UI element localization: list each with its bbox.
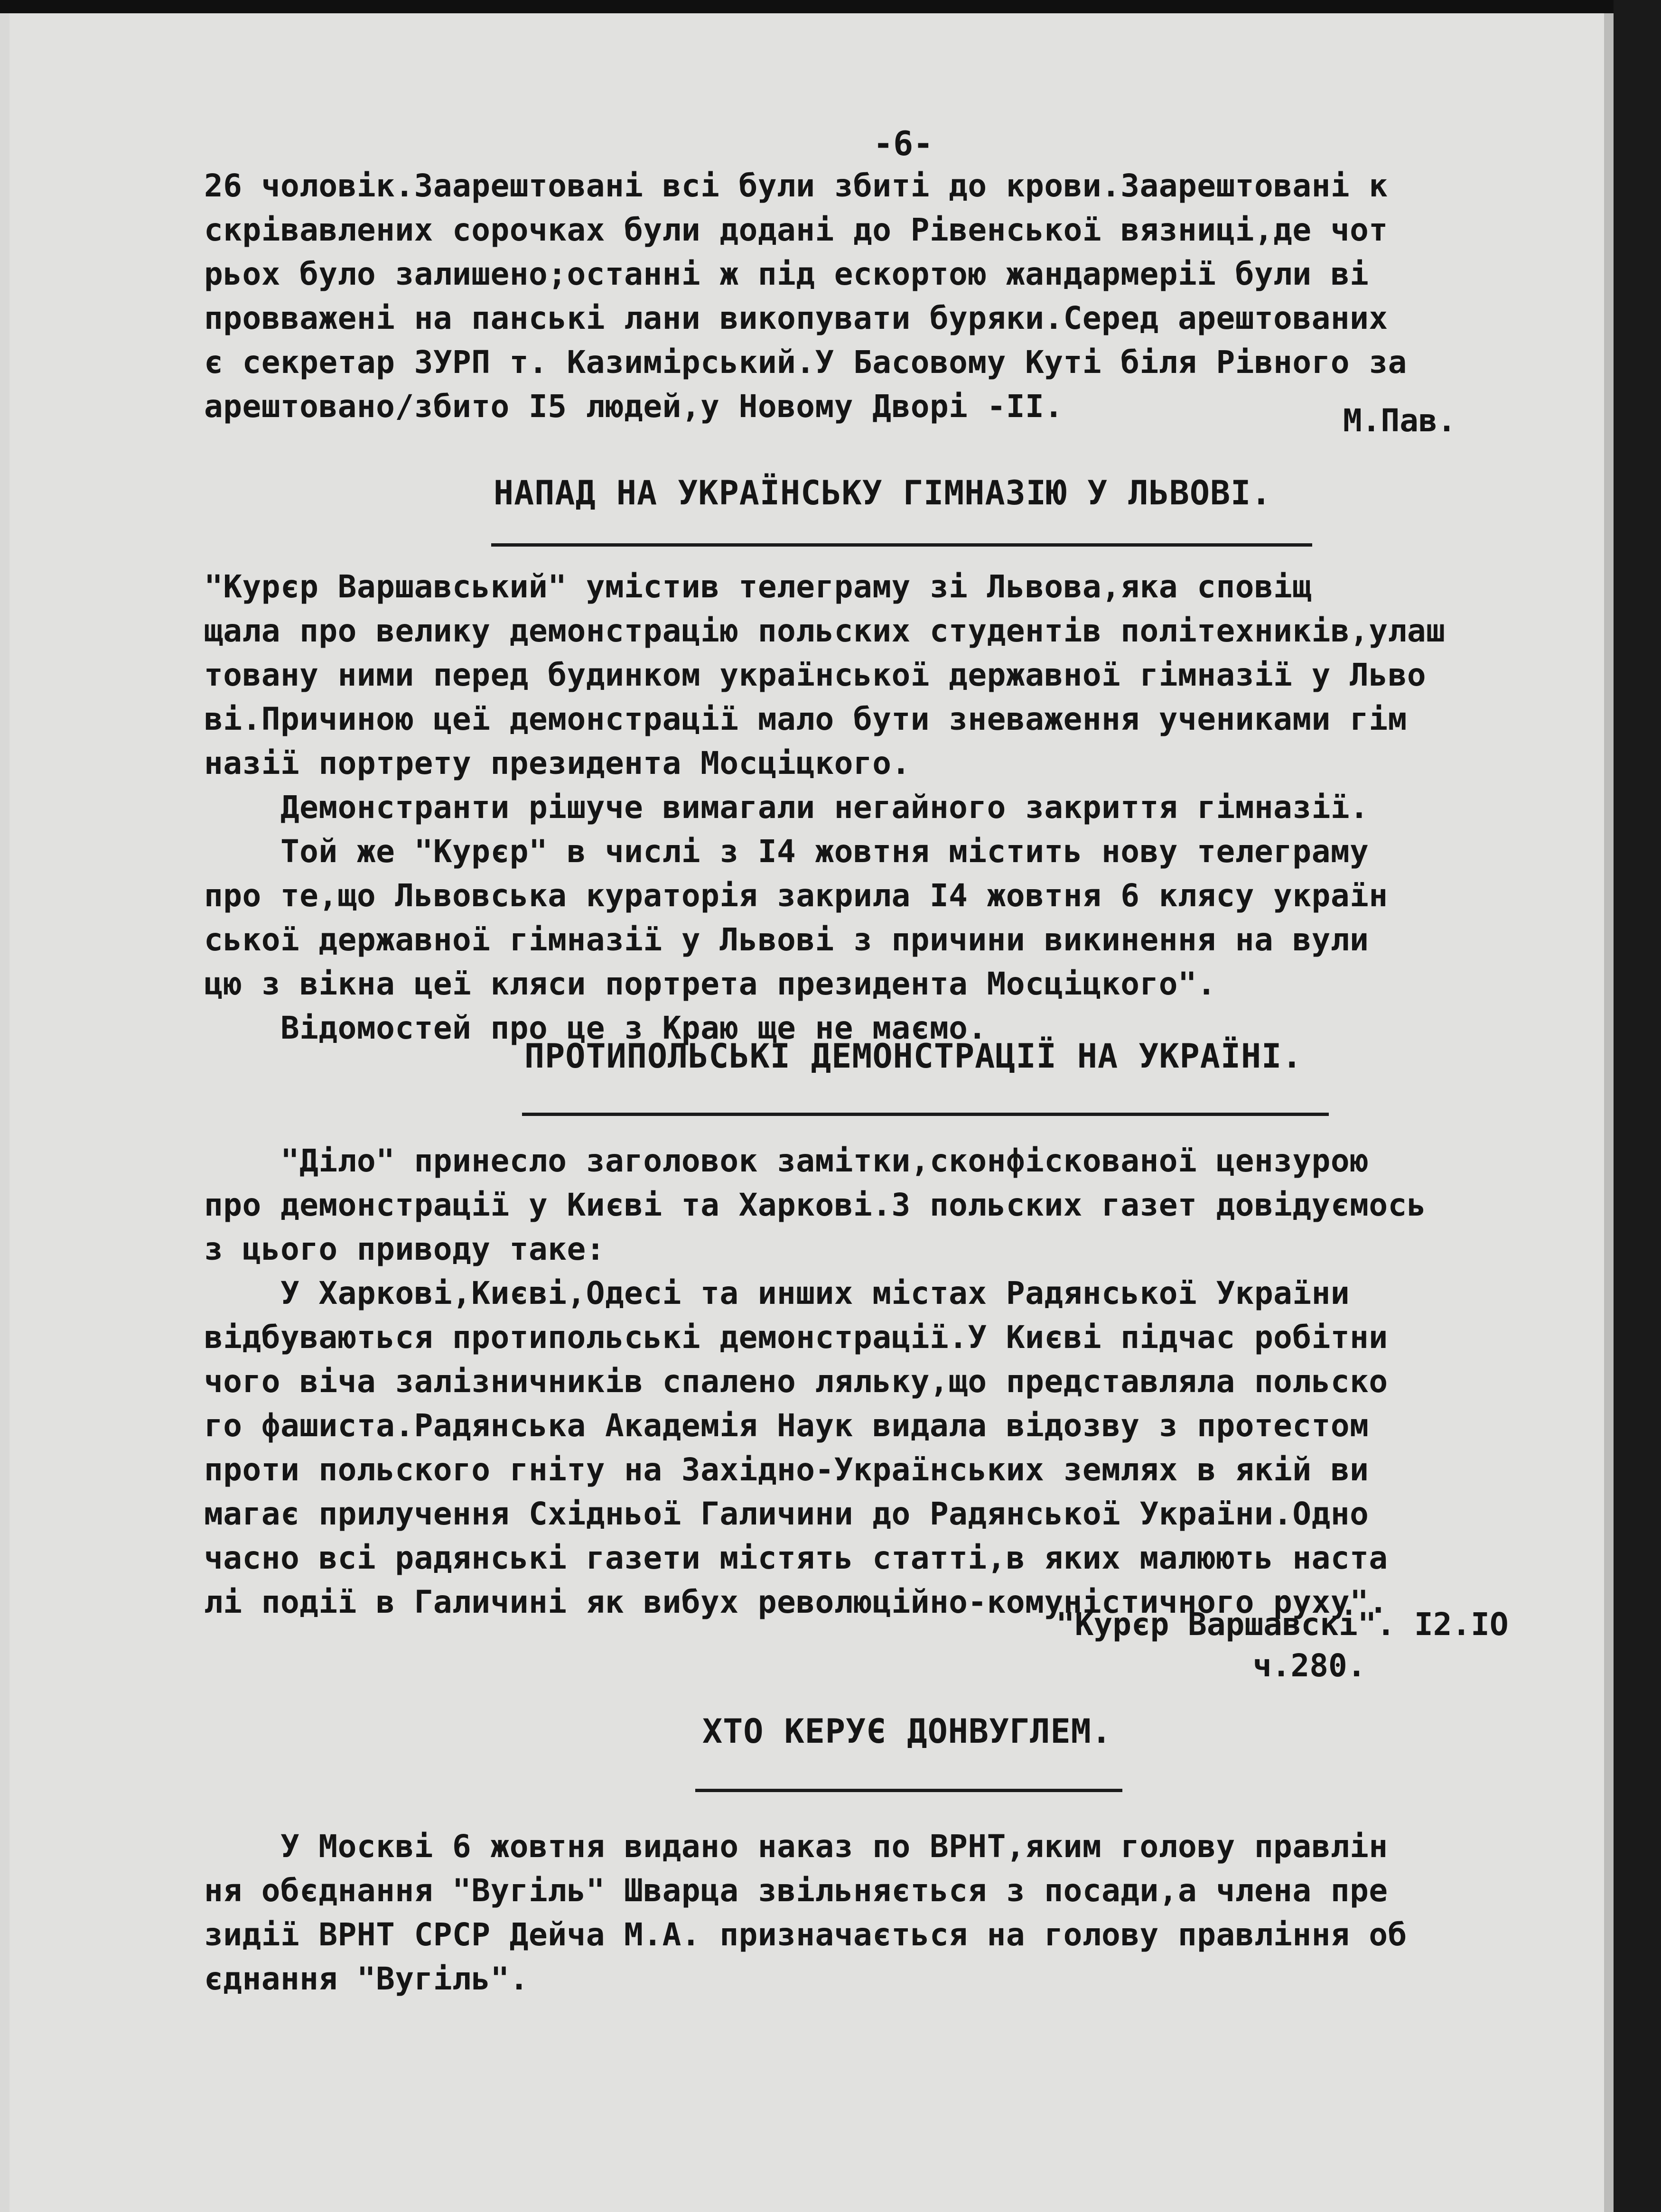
text-line: "Діло" принесло заголовок замітки,сконфіскованої цензурою	[204, 1143, 1369, 1179]
text-line: Той же "Курєр" в числі з I4 жовтня містить нову телеграму	[204, 833, 1369, 870]
scan-top-border	[0, 0, 1661, 13]
source-issue: ч.280.	[1253, 1647, 1366, 1684]
text-line: арештовано/збито I5 людей,у Новому Дворі -II.	[204, 388, 1064, 425]
text-line: з цього приводу таке:	[204, 1231, 605, 1267]
section3-body	[204, 1824, 1604, 2001]
text-line: Відомостей про це з Краю ще не маємо.	[204, 1010, 987, 1046]
text-line: зидії ВРНТ СРСР Дейча М.А. призначається на голову правління об	[204, 1916, 1407, 1953]
text-line: "Курєр Варшавський" умістив телеграму зі Львова,яка сповіщ	[204, 568, 1312, 605]
text-line: є секретар ЗУРП т. Казимірський.У Басовому Куті біля Рівного за	[204, 344, 1407, 381]
section-heading: ПРОТИПОЛЬСЬКІ ДЕМОНСТРАЦІЇ НА УКРАЇНІ.	[524, 1037, 1303, 1076]
text-line: скрівавлених сорочках були додані до Рівенської вязниці,де чот	[204, 212, 1388, 248]
text-line: 26 чоловік.Заарештовані всі були збиті до крови.Заарештовані к	[204, 167, 1388, 204]
text-line: ві.Причиною цеї демонстрації мало бути зневаження учениками гім	[204, 701, 1407, 737]
text-line: проти польского гніту на Західно-Українських землях в якій ви	[204, 1451, 1369, 1488]
heading-underline	[695, 1789, 1122, 1792]
section1-body	[204, 565, 1604, 1050]
text-line: рьох було залишено;останні ж під ескортою жандармерії були ві	[204, 256, 1369, 292]
text-line: товану ними перед будинком української державної гімназії у Льво	[204, 657, 1427, 693]
text-line: го фашиста.Радянська Академія Наук видала відозву з протестом	[204, 1407, 1369, 1444]
text-line: щала про велику демонстрацію польских студентів політехників,улаш	[204, 613, 1446, 649]
text-line: про те,що Львовська кураторія закрила I4 жовтня 6 клясу україн	[204, 877, 1388, 914]
text-line: єднання "Вугіль".	[204, 1961, 529, 1997]
text-line: ської державної гімназії у Львові з причини викинення на вули	[204, 921, 1369, 958]
heading-underline	[522, 1113, 1329, 1116]
text-line: У Харкові,Києві,Одесі та инших містах Радянської України	[204, 1275, 1350, 1311]
page-number: -6-	[873, 124, 933, 163]
text-line: ня обєднання "Вугіль" Шварца звільняється з посади,а члена пре	[204, 1872, 1388, 1909]
text-line: назії портрету президента Мосціцкого.	[204, 745, 911, 781]
text-line: лі події в Галичині як вибух революційно-комуністичного руху".	[204, 1584, 1388, 1620]
text-line: відбуваються протипольські демонстрації.У Києві підчас робітни	[204, 1319, 1388, 1356]
text-line: про демонстрації у Києві та Харкові.З польских газет довідуємось	[204, 1187, 1427, 1223]
section-heading: ХТО КЕРУЄ ДОНВУГЛЕМ.	[702, 1712, 1112, 1751]
scan-right-border	[1614, 0, 1661, 2212]
section-heading: НАПАД НА УКРАЇНСЬКУ ГІМНАЗІЮ У ЛЬВОВІ.	[494, 474, 1272, 512]
author-signature: М.Пав.	[1343, 402, 1456, 439]
text-line: часно всі радянські газети містять статті,в яких малюють наста	[204, 1540, 1388, 1576]
intro-paragraph	[204, 164, 1604, 428]
source-citation: "Курєр Варшавскі". I2.IO	[1056, 1606, 1509, 1643]
section2-body	[204, 1139, 1604, 1624]
text-line: магає прилучення Східньої Галичини до Радянської України.Одно	[204, 1496, 1369, 1532]
page-binding-shadow	[1604, 13, 1614, 2212]
text-line: Демонстранти рішуче вимагали негайного закриття гімназії.	[204, 789, 1369, 826]
text-line: У Москві 6 жовтня видано наказ по ВРНТ,яким голову правлін	[204, 1828, 1388, 1865]
heading-underline	[491, 543, 1312, 547]
text-line: цю з вікна цеї кляси портрета президента Мосціцкого".	[204, 966, 1216, 1002]
text-line: чого віча залізничників спалено ляльку,що представляла польско	[204, 1363, 1388, 1400]
text-line: провважені на панські лани викопувати буряки.Серед арештованих	[204, 300, 1388, 336]
